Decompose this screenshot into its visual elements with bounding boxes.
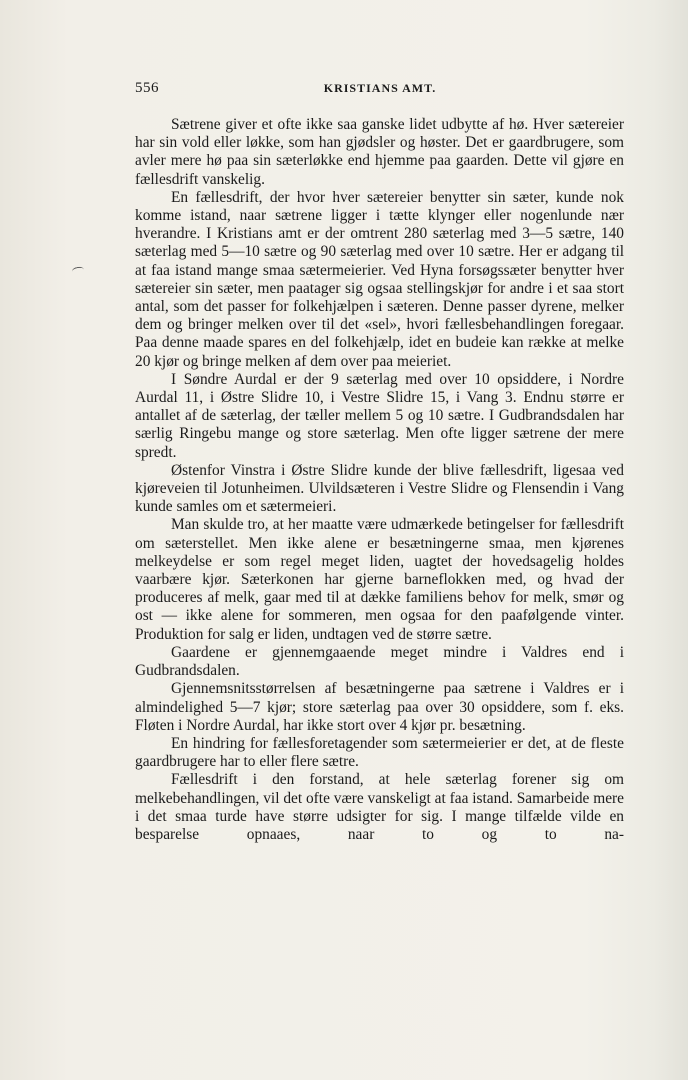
paragraph-5: Man skulde tro, at her maatte være udmærkede betingelser for fællesdrift om sæterstellet. Men ikke alene er besætningerne smaa, men kjørenes melkeydelse er som regel meget liden, uagtet der hovedsagelig holdes vaarbære kjør. Sæterkonen har gjerne barneflokken med, og hvad der produceres af melk, gaar med til at dække familiens behov for melk, smør og ost — ikke alene for sommeren, men ogsaa for den paafølgende vinter. Produktion for salg er liden, undtagen ved de større sætre. [135,516,624,643]
paragraph-3: I Søndre Aurdal er der 9 sæterlag med over 10 opsiddere, i Nordre Aurdal 11, i Østre Slidre 10, i Vestre Slidre 15, i Vang 3. Endnu større er antallet af de sæterlag, der tæller mellem 5 og 10 sætre. I Gudbrandsdalen har særlig Ringebu mange og store sæterlag. Men ofte ligger sætrene der mere spredt. [135,370,624,461]
page-header [135,80,625,100]
paragraph-9: Fællesdrift i den forstand, at hele sæterlag forener sig om melkebehandlingen, vil det ofte være vanskeligt at faa istand. Samarbeide mere i det smaa turde have større udsigter for sig. I mange tilfælde vilde en besparelse opnaaes, naar to og to na- [135,771,624,843]
running-title: KRISTIANS AMT. [323,81,437,95]
paragraph-4: Østenfor Vinstra i Østre Slidre kunde der blive fællesdrift, ligesaa ved kjøreveien til Jotunheimen. Ulvildsæteren i Vestre Slidre og Flensendin i Vang kunde samles om et sætermeieri. [135,461,624,516]
paragraph-8: En hindring for fællesforetagender som sætermeierier er det, at de fleste gaardbrugere har to eller flere sætre. [135,734,624,771]
margin-pencil-mark [71,266,84,275]
paragraph-2: En fællesdrift, der hvor hver sætereier benytter sin sæter, kunde nok komme istand, naar sætrene ligger i tætte klynger eller nogenlunde nær hverandre. I Kristians amt er der omtrent 280 sæterlag med 3—5 sætre, 140 sæterlag med 5—10 sætre og 90 sæterlag med over 10 sætre. Her er adgang til at faa istand mange smaa sætermeierier. Ved Hyna forsøgssæter benytter hver sætereier sin sæter, men paatager sig ogsaa stellingskjør for andre i et saa stort antal, som det passer for folkehjælpen i sæteren. Denne passer dyrene, melker dem og bringer melken over til det «sel», hvori fællesbehandlingen foregaar. Paa denne maade spares en del folkehjælp, idet en budeie kan række at melke 20 kjør og bringe melken af dem over paa meieriet. [135,188,624,370]
paragraph-7: Gjennemsnitsstørrelsen af besætningerne paa sætrene i Valdres er i almindelighed 5—7 kjør; store sæterlag paa over 30 opsiddere, som f. eks. Fløten i Nordre Aurdal, har ikke stort over 4 kjør pr. besætning. [135,680,624,734]
paragraph-1: Sætrene giver et ofte ikke saa ganske lidet udbytte af hø. Hver sætereier har sin vold eller løkke, som han gjødsler og høster. Det er gaardbrugere, som avler mere hø paa sin sæterløkke end hjemme paa gaarden. Dette vil gjøre en fællesdrift vanskelig. [135,116,624,188]
paragraph-6: Gaardene er gjennemgaaende meget mindre i Valdres end i Gudbrandsdalen. [135,643,624,680]
page-number: 556 [135,80,159,96]
body-text [135,116,624,844]
